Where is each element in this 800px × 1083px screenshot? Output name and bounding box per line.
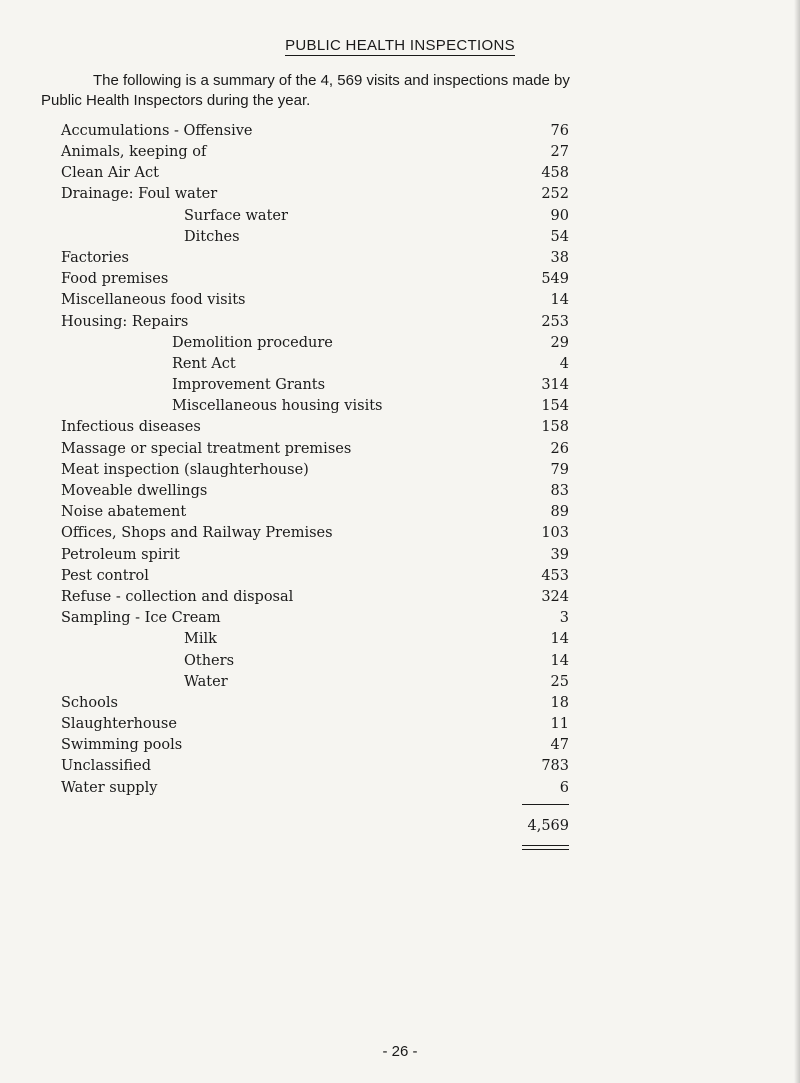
row-label: Surface water [184, 208, 288, 224]
table-row [61, 312, 569, 333]
row-value: 18 [550, 695, 569, 711]
row-value: 83 [550, 483, 569, 499]
row-value: 324 [541, 589, 569, 605]
subtotal-rule [522, 804, 569, 805]
table-row [61, 460, 569, 481]
table-row [61, 523, 569, 544]
row-value: 458 [541, 165, 569, 181]
table-row [61, 439, 569, 460]
table-row [61, 290, 569, 311]
row-label: Drainage: Foul water [61, 186, 218, 202]
table-row [61, 756, 569, 777]
row-label: Ditches [184, 229, 240, 245]
page-edge-shadow [794, 0, 800, 1083]
row-label: Demolition procedure [172, 335, 333, 351]
row-label: Massage or special treatment premises [61, 441, 352, 457]
table-row [61, 566, 569, 587]
table-row [172, 396, 569, 417]
total-value: 4,569 [527, 818, 569, 834]
table-row [61, 121, 569, 142]
table-row [184, 672, 569, 693]
row-label: Miscellaneous food visits [61, 292, 246, 308]
table-row [61, 269, 569, 290]
intro-line-1: The following is a summary of the 4, 569 visits and inspections made by [93, 72, 570, 89]
row-value: 89 [550, 504, 569, 520]
row-label: Water supply [61, 780, 158, 796]
table-row [61, 502, 569, 523]
table-row [61, 608, 569, 629]
row-value: 90 [550, 208, 569, 224]
row-value: 27 [550, 144, 569, 160]
row-label: Food premises [61, 271, 169, 287]
row-value: 6 [559, 780, 569, 796]
table-row [184, 227, 569, 248]
row-label: Others [184, 653, 235, 669]
row-label: Infectious diseases [61, 419, 201, 435]
row-label: Unclassified [61, 758, 152, 774]
table-row [61, 417, 569, 438]
row-value: 158 [541, 419, 569, 435]
row-value: 39 [550, 547, 569, 563]
row-label: Miscellaneous housing visits [172, 398, 383, 414]
table-row [172, 375, 569, 396]
table-row [61, 481, 569, 502]
row-label: Rent Act [172, 356, 236, 372]
total-double-rule [522, 845, 569, 850]
row-label: Refuse - collection and disposal [61, 589, 294, 605]
row-value: 3 [559, 610, 569, 626]
row-label: Sampling - Ice Cream [61, 610, 221, 626]
table-row [184, 206, 569, 227]
row-value: 783 [541, 758, 569, 774]
row-value: 14 [550, 292, 569, 308]
row-value: 103 [541, 525, 569, 541]
table-row [172, 333, 569, 354]
row-value: 253 [541, 314, 569, 330]
row-label: Water [184, 674, 228, 690]
table-row [61, 163, 569, 184]
table-row [184, 629, 569, 650]
page-title [0, 37, 800, 54]
row-label: Housing: Repairs [61, 314, 189, 330]
table-row [61, 714, 569, 735]
row-label: Animals, keeping of [61, 144, 207, 160]
row-value: 76 [550, 123, 569, 139]
row-label: Pest control [61, 568, 149, 584]
row-label: Offices, Shops and Railway Premises [61, 525, 333, 541]
row-label: Clean Air Act [61, 165, 159, 181]
row-value: 314 [541, 377, 569, 393]
table-row [61, 735, 569, 756]
table-row [61, 142, 569, 163]
row-value: 79 [550, 462, 569, 478]
table-row [184, 651, 569, 672]
row-label: Factories [61, 250, 129, 266]
table-row [61, 693, 569, 714]
row-label: Milk [184, 631, 217, 647]
row-label: Improvement Grants [172, 377, 326, 393]
row-value: 11 [550, 716, 569, 732]
row-label: Slaughterhouse [61, 716, 177, 732]
table-row [61, 545, 569, 566]
page-number: - 26 - [382, 1043, 418, 1060]
table-row [61, 248, 569, 269]
row-label: Petroleum spirit [61, 547, 180, 563]
table-row [61, 778, 569, 799]
row-label: Schools [61, 695, 118, 711]
row-value: 453 [541, 568, 569, 584]
row-value: 252 [541, 186, 569, 202]
row-value: 47 [550, 737, 569, 753]
row-value: 54 [550, 229, 569, 245]
row-label: Moveable dwellings [61, 483, 208, 499]
intro-line-2: Public Health Inspectors during the year. [41, 92, 311, 109]
row-value: 14 [550, 631, 569, 647]
row-label: Swimming pools [61, 737, 183, 753]
row-value: 26 [550, 441, 569, 457]
row-value: 25 [550, 674, 569, 690]
row-value: 38 [550, 250, 569, 266]
row-value: 549 [541, 271, 569, 287]
page-title-text: PUBLIC HEALTH INSPECTIONS [285, 37, 515, 54]
row-value: 14 [550, 653, 569, 669]
row-value: 154 [541, 398, 569, 414]
table-row [172, 354, 569, 375]
table-row [61, 587, 569, 608]
row-value: 4 [559, 356, 569, 372]
table-row [61, 184, 569, 205]
row-label: Noise abatement [61, 504, 187, 520]
row-value: 29 [550, 335, 569, 351]
row-label: Meat inspection (slaughterhouse) [61, 462, 309, 478]
row-label: Accumulations - Offensive [61, 123, 253, 139]
